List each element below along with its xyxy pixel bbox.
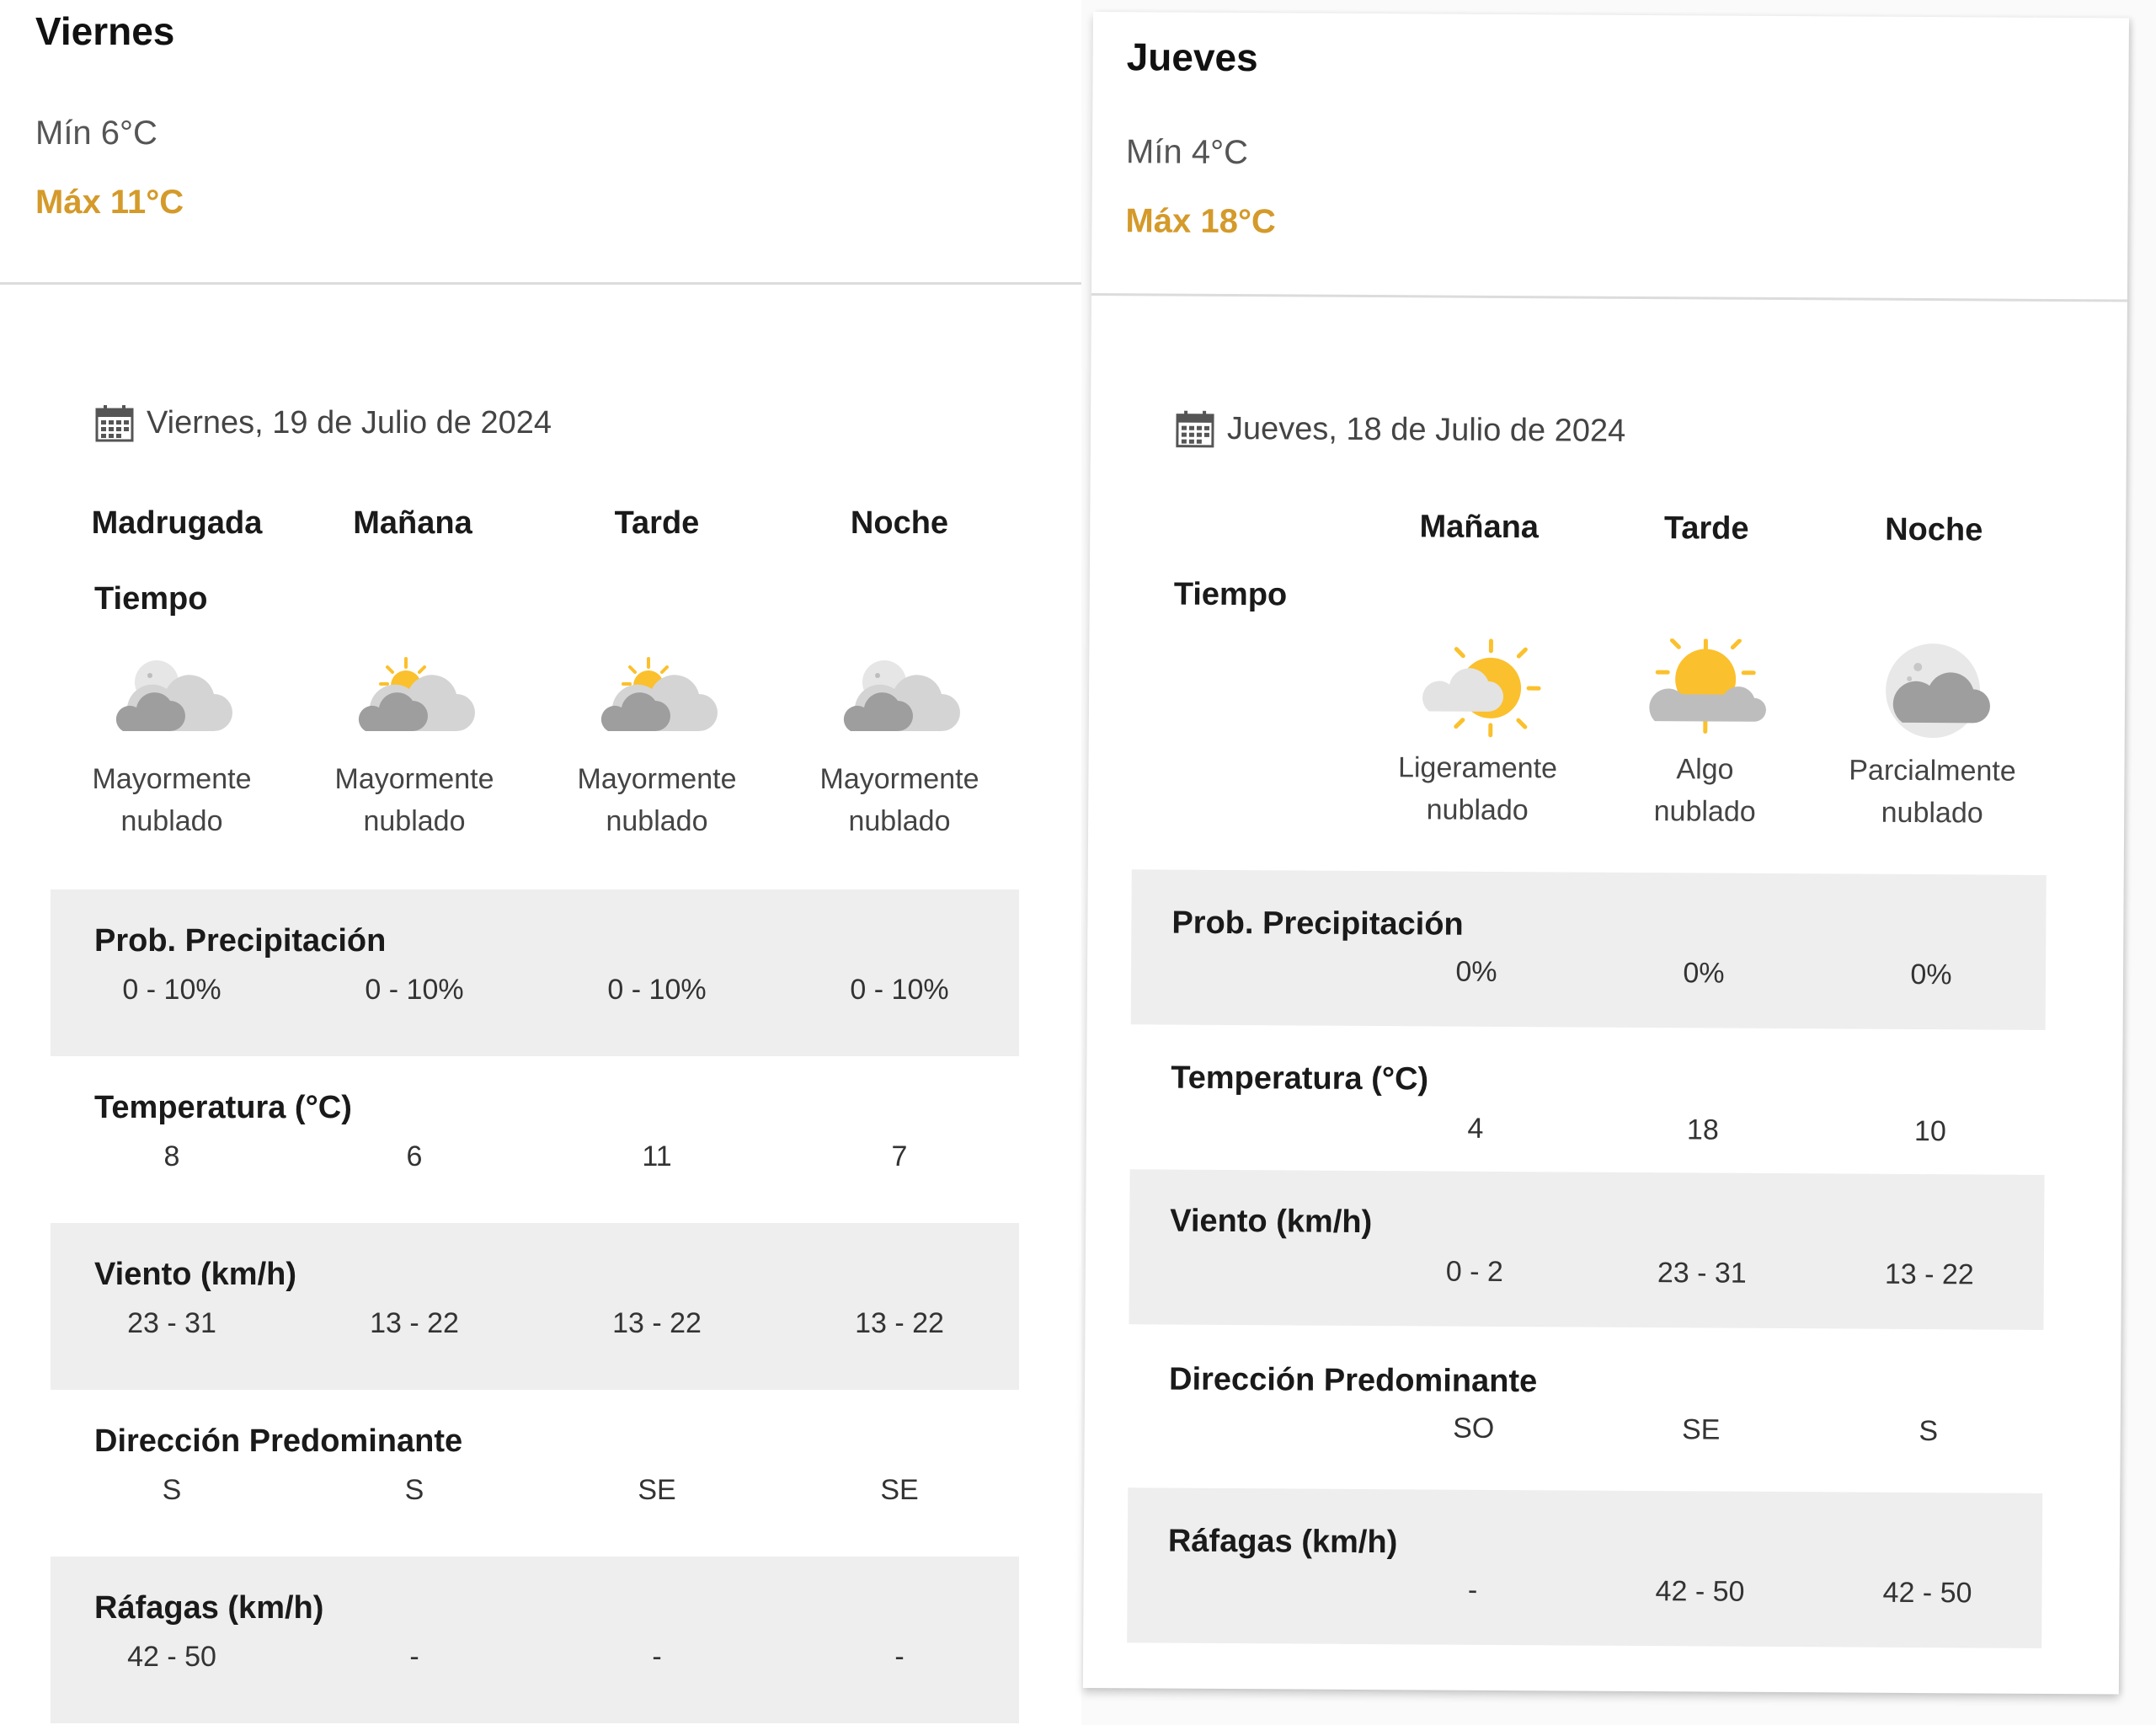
divider bbox=[0, 282, 1081, 285]
wind-value: 13 - 22 bbox=[370, 1307, 459, 1339]
condition-text bbox=[556, 758, 758, 842]
wind-value: 13 - 22 bbox=[1884, 1258, 1974, 1291]
period-tarde: Tarde bbox=[614, 505, 700, 541]
condition-text bbox=[798, 758, 1001, 842]
gusts-value: - bbox=[652, 1641, 662, 1673]
temp-value: 18 bbox=[1686, 1114, 1719, 1146]
row-band bbox=[1127, 1487, 2042, 1648]
gusts-value: - bbox=[894, 1641, 905, 1673]
period-madrugada: Madrugada bbox=[91, 505, 263, 541]
gusts-value: 42 - 50 bbox=[1882, 1576, 1972, 1610]
sun-cloud-icon bbox=[1638, 638, 1774, 740]
day-title: Jueves bbox=[1126, 35, 1258, 80]
row-band bbox=[51, 889, 1019, 1056]
condition-text bbox=[313, 758, 515, 842]
row-label-direction: Dirección Predominante bbox=[1168, 1361, 1538, 1400]
moon-cloud-icon bbox=[1865, 640, 2001, 742]
condition-line1: Mayormente bbox=[577, 763, 737, 795]
row-label-temp: Temperatura (°C) bbox=[94, 1090, 352, 1125]
condition-line2: nublado bbox=[1653, 795, 1756, 828]
condition-line2: nublado bbox=[848, 805, 951, 837]
forecast-panel-jueves bbox=[1081, 0, 2156, 1725]
precip-value: 0% bbox=[1683, 957, 1725, 990]
min-temp: Mín 6°C bbox=[35, 115, 157, 152]
temp-value: 7 bbox=[891, 1140, 908, 1172]
date-row bbox=[94, 403, 552, 443]
period-noche: Noche bbox=[1885, 511, 1983, 548]
wind-value: 0 - 2 bbox=[1445, 1255, 1504, 1289]
condition-line1: Ligeramente bbox=[1397, 751, 1558, 785]
condition-text bbox=[1376, 746, 1579, 831]
forecast-card bbox=[1083, 12, 2129, 1694]
row-band bbox=[1131, 869, 2047, 1030]
max-temp: Máx 18°C bbox=[1125, 202, 1276, 241]
row-band bbox=[51, 1223, 1019, 1390]
temp-value: 11 bbox=[642, 1140, 672, 1172]
condition-text bbox=[1604, 748, 1806, 833]
temp-value: 4 bbox=[1467, 1112, 1484, 1145]
divider bbox=[1091, 293, 2127, 302]
direction-value: SE bbox=[1681, 1413, 1721, 1446]
row-label-wind: Viento (km/h) bbox=[1170, 1203, 1373, 1241]
precip-value: 0 - 10% bbox=[122, 974, 221, 1006]
row-label-direction: Dirección Predominante bbox=[94, 1423, 463, 1459]
condition-line1: Algo bbox=[1676, 753, 1734, 786]
date-row bbox=[1175, 409, 1626, 451]
wind-value: 23 - 31 bbox=[127, 1307, 216, 1339]
temp-value: 10 bbox=[1913, 1114, 1946, 1148]
gusts-value: 42 - 50 bbox=[1655, 1575, 1745, 1608]
wind-value: 13 - 22 bbox=[855, 1307, 944, 1339]
row-label-precip: Prob. Precipitación bbox=[94, 923, 387, 959]
wind-value: 23 - 31 bbox=[1657, 1257, 1747, 1290]
day-title: Viernes bbox=[35, 9, 175, 53]
row-label-temp: Temperatura (°C) bbox=[1171, 1060, 1429, 1097]
direction-value: S bbox=[404, 1474, 424, 1506]
condition-text bbox=[71, 758, 273, 842]
period-manana: Mañana bbox=[353, 505, 472, 541]
precip-value: 0% bbox=[1910, 958, 1952, 991]
condition-line2: nublado bbox=[606, 805, 708, 837]
direction-value: SE bbox=[880, 1474, 919, 1506]
period-tarde: Tarde bbox=[1663, 510, 1749, 547]
tiempo-label: Tiempo bbox=[94, 581, 208, 617]
row-label-gusts: Ráfagas (km/h) bbox=[94, 1590, 324, 1626]
temp-value: 8 bbox=[163, 1140, 180, 1172]
tiempo-label: Tiempo bbox=[1173, 576, 1288, 613]
cloud-sun-icon bbox=[590, 649, 724, 750]
gusts-value: - bbox=[1467, 1573, 1478, 1606]
date-text: Viernes, 19 de Julio de 2024 bbox=[147, 404, 552, 441]
calendar-icon bbox=[94, 403, 135, 443]
row-label-precip: Prob. Precipitación bbox=[1171, 905, 1464, 943]
precip-value: 0 - 10% bbox=[850, 974, 949, 1006]
gusts-value: 42 - 50 bbox=[127, 1641, 216, 1673]
precip-value: 0% bbox=[1455, 955, 1497, 988]
sun-small-cloud-icon bbox=[1411, 637, 1546, 739]
period-noche: Noche bbox=[850, 505, 949, 541]
condition-line2: nublado bbox=[1881, 796, 1983, 830]
condition-line2: nublado bbox=[363, 805, 466, 837]
gusts-value: - bbox=[409, 1641, 419, 1673]
precip-value: 0 - 10% bbox=[365, 974, 464, 1006]
direction-value: SE bbox=[638, 1474, 676, 1506]
wind-value: 13 - 22 bbox=[612, 1307, 702, 1339]
direction-value: S bbox=[1919, 1415, 1939, 1448]
period-manana: Mañana bbox=[1419, 509, 1540, 546]
max-temp: Máx 11°C bbox=[35, 184, 184, 221]
direction-value: SO bbox=[1453, 1412, 1495, 1445]
condition-line1: Parcialmente bbox=[1849, 754, 2016, 788]
direction-value: S bbox=[162, 1474, 182, 1506]
row-label-gusts: Ráfagas (km/h) bbox=[1167, 1523, 1398, 1561]
condition-line1: Mayormente bbox=[92, 763, 252, 795]
row-label-wind: Viento (km/h) bbox=[94, 1257, 296, 1292]
condition-line1: Mayormente bbox=[819, 763, 979, 795]
condition-line2: nublado bbox=[1426, 793, 1529, 827]
calendar-icon bbox=[1175, 409, 1215, 449]
cloud-moon-icon bbox=[104, 649, 239, 750]
condition-line1: Mayormente bbox=[334, 763, 494, 795]
condition-text bbox=[1831, 749, 2034, 834]
temp-value: 6 bbox=[406, 1140, 423, 1172]
precip-value: 0 - 10% bbox=[607, 974, 707, 1006]
row-band bbox=[51, 1557, 1019, 1723]
cloud-moon-icon bbox=[832, 649, 967, 750]
min-temp: Mín 4°C bbox=[1125, 133, 1249, 172]
condition-line2: nublado bbox=[120, 805, 223, 837]
cloud-sun-icon bbox=[347, 649, 482, 750]
row-band bbox=[1129, 1169, 2044, 1330]
date-text: Jueves, 18 de Julio de 2024 bbox=[1226, 410, 1626, 449]
